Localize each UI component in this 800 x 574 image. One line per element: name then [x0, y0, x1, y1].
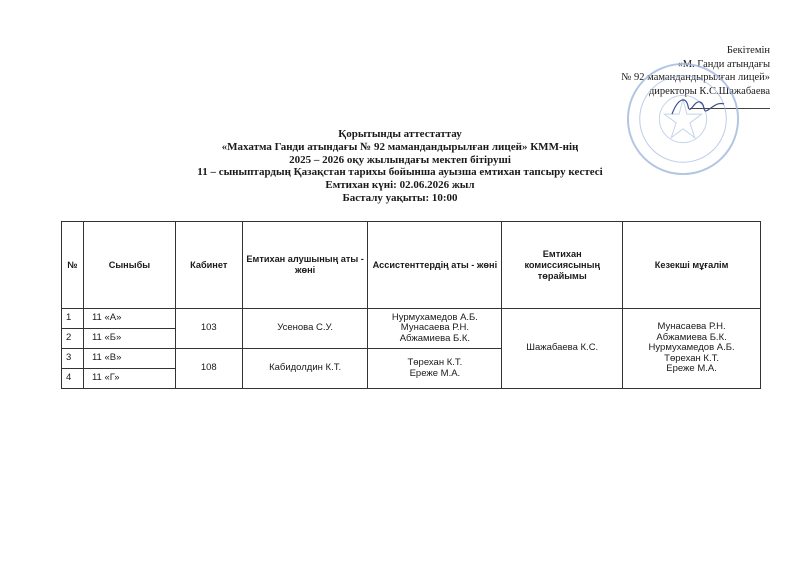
row-number: 4 [62, 369, 84, 389]
row-class: 11 «А» [83, 309, 175, 329]
header-num: № [62, 222, 84, 309]
row-class: 11 «Б» [83, 329, 175, 349]
duty-teacher-name: Төрехан К.Т. [664, 352, 719, 364]
heading-line-3: 2025 – 2026 оқу жылындағы мектеп бітіруші [289, 153, 511, 166]
row-number: 3 [62, 349, 84, 369]
header-assistants: Ассистенттердің аты - жөні [368, 222, 502, 309]
heading-line-5: Емтихан күні: 02.06.2026 жыл [325, 179, 475, 192]
assistant-name: Төрехан К.Т. [407, 357, 463, 368]
duty-teacher-name: Абжамиева Б.К. [656, 331, 727, 343]
duty-teacher-name: Нурмухамедов А.Б. [648, 342, 735, 354]
signature-icon [668, 92, 728, 122]
header-examiner: Емтихан алушының аты - жөні [242, 222, 368, 309]
approval-line-1: Бекітемін [726, 45, 770, 56]
row-class: 11 «В» [83, 349, 175, 369]
table-row [62, 309, 761, 329]
assistant-name: Ереже М.А. [409, 367, 461, 379]
room-cell: 108 [175, 349, 242, 389]
row-number: 1 [62, 309, 84, 329]
assistant-name: Нурмухамедов А.Б. [391, 311, 478, 323]
header-chair: Емтихан комиссиясының төрайымы [502, 222, 623, 309]
assistants-cell [368, 309, 502, 349]
assistant-name: Мунасаева Р.Н. [400, 322, 469, 334]
exam-schedule-table [61, 221, 761, 389]
duty-teachers-cell [623, 309, 761, 389]
document-heading [0, 128, 800, 205]
assistant-name: Абжамиева Б.К. [399, 332, 471, 344]
examiner-cell: Кабидолдин К.Т. [242, 349, 368, 389]
heading-line-6: Басталу уақыты: 10:00 [342, 191, 458, 204]
room-cell: 103 [175, 309, 242, 349]
examiner-cell: Усенова С.У. [242, 309, 368, 349]
assistants-cell [368, 349, 502, 389]
header-duty: Кезекші мұғалім [623, 222, 761, 309]
header-room: Кабинет [175, 222, 242, 309]
row-number: 2 [62, 329, 84, 349]
approval-line-2: «М. Ганди атындағы [677, 58, 770, 70]
row-class: 11 «Г» [83, 369, 175, 389]
approval-line-3: № 92 мамандандырылған лицей» [621, 72, 770, 84]
duty-teacher-name: Ереже М.А. [666, 363, 717, 375]
heading-line-4: 11 – сыныптардың Қазақстан тарихы бойынша ауызша емтихан тапсыру кестесі [197, 166, 603, 179]
table-header-row [62, 222, 761, 309]
heading-line-1: Қорытынды аттестаттау [338, 128, 462, 140]
chair-cell: Шажабаева К.С. [502, 309, 623, 389]
approval-line-4: директоры К.С.Шажабаева [648, 85, 770, 97]
heading-line-2: «Махатма Ганди атындағы № 92 мамандандырылған лицей» КММ-нің [221, 140, 579, 153]
header-class: Сыныбы [83, 222, 175, 309]
duty-teacher-name: Мунасаева Р.Н. [657, 321, 726, 333]
